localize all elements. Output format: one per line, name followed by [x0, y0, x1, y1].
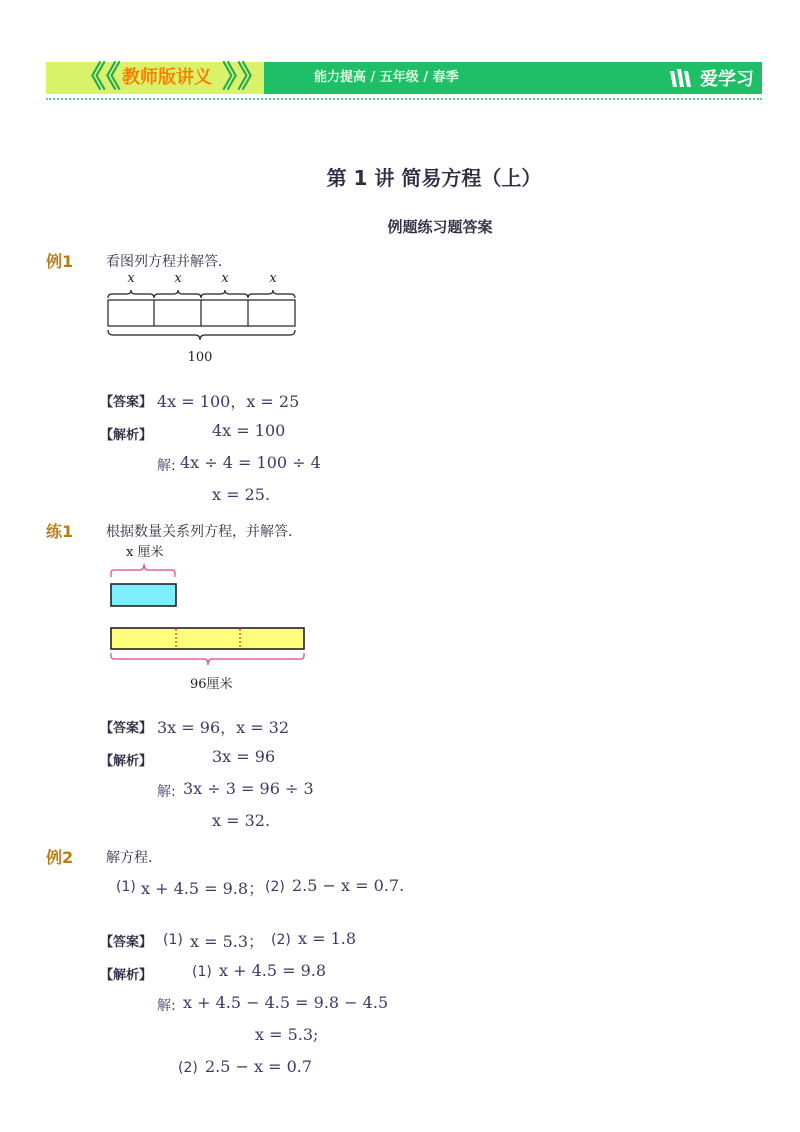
- header-title: 教师版讲义: [122, 67, 212, 88]
- example2-prompt: 解方程．: [106, 850, 162, 866]
- example1-answer-label: 【答案】: [100, 395, 153, 410]
- chevron-left-icon: 《《: [76, 60, 121, 95]
- example1-step-1: 4x = 100: [212, 421, 286, 440]
- practice1-answer: 3x = 96，x = 32: [157, 718, 290, 737]
- example2-a2-label: (2): [178, 1060, 198, 1076]
- brand-logo: [668, 62, 754, 94]
- example1-tag: 例1: [46, 252, 74, 271]
- header-divider: [46, 98, 762, 100]
- practice1-answer-label: 【答案】: [100, 721, 153, 736]
- example2-a1-label: (1): [192, 964, 212, 980]
- practice1-tag: 练1: [46, 522, 74, 541]
- brand-logo-icon: [668, 67, 694, 89]
- example1-answer: 4x = 100，x = 25: [157, 392, 300, 411]
- example1-prompt: 看图列方程并解答．: [106, 254, 232, 270]
- example2-problem2-label: (2): [265, 879, 285, 895]
- segment-label: x: [127, 271, 135, 286]
- lesson-title: 第 1 讲 简易方程（上）: [326, 166, 542, 190]
- example1-step-2: 4x ÷ 4 = 100 ÷ 4: [180, 453, 321, 472]
- practice1-step-2: 3x ÷ 3 = 96 ÷ 3: [183, 779, 314, 798]
- segment-label: x: [221, 271, 229, 286]
- example2-a1-step: x + 4.5 − 4.5 = 9.8 − 4.5: [183, 993, 389, 1012]
- example2-problem1-label: (1): [116, 879, 136, 895]
- example2-a2-eq: 2.5 − x = 0.7: [205, 1057, 313, 1076]
- practice1-prompt: 根据数量关系列方程，并解答．: [106, 524, 302, 540]
- header-banner: [46, 62, 762, 94]
- example1-jie: 解:: [157, 458, 176, 474]
- bottom-box: [111, 628, 304, 649]
- example1-analysis-label: 【解析】: [100, 428, 153, 443]
- practice1-step-3: x = 32.: [212, 811, 271, 830]
- example2-problem1: x + 4.5 = 9.8；: [141, 879, 265, 898]
- example2-ans1: x = 5.3；: [190, 932, 265, 951]
- practice1-jie: 解:: [157, 784, 176, 800]
- section-title: 例题练习题答案: [387, 218, 493, 236]
- brand-name: 爱学习: [700, 69, 754, 90]
- example2-tag: 例2: [46, 848, 74, 867]
- example2-ans2-label: (2): [271, 932, 291, 948]
- example2-ans2: x = 1.8: [298, 929, 357, 948]
- top-label: x 厘米: [126, 545, 164, 560]
- example2-answer-label: 【答案】: [100, 935, 153, 950]
- example2-ans1-label: (1): [163, 932, 183, 948]
- total-label: 100: [187, 350, 213, 365]
- practice1-step-1: 3x = 96: [212, 747, 276, 766]
- practice1-figure: [104, 540, 314, 696]
- chevron-right-icon: 》》: [222, 60, 267, 95]
- segment-label: x: [174, 271, 182, 286]
- example1-step-3: x = 25.: [212, 485, 271, 504]
- example2-problem2: 2.5 − x = 0.7.: [292, 876, 405, 895]
- example1-figure: [100, 268, 306, 368]
- example2-jie: 解:: [157, 998, 176, 1014]
- header-breadcrumb: 能力提高 / 五年级 / 春季: [314, 70, 459, 85]
- example2-a1-result: x = 5.3;: [255, 1025, 319, 1044]
- bottom-label: 96厘米: [190, 677, 233, 692]
- top-box: [111, 584, 176, 606]
- segment-label: x: [269, 271, 277, 286]
- example2-analysis-label: 【解析】: [100, 968, 153, 983]
- practice1-analysis-label: 【解析】: [100, 754, 153, 769]
- example2-a1-eq: x + 4.5 = 9.8: [219, 961, 327, 980]
